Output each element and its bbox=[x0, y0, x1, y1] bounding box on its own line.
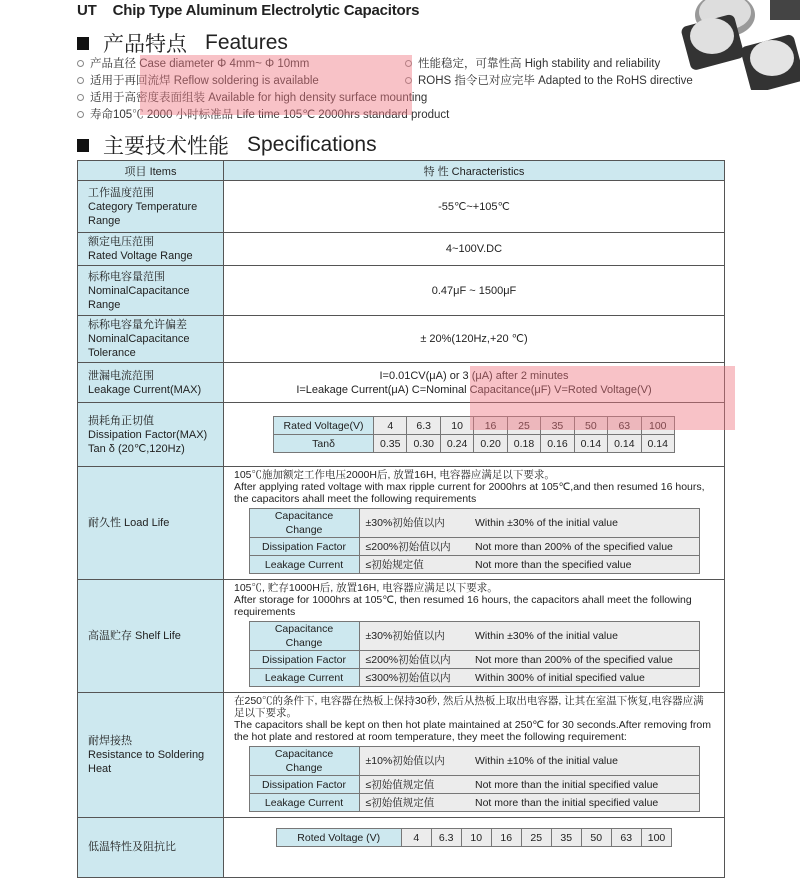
document-title: UT Chip Type Aluminum Electrolytic Capacitors bbox=[77, 2, 420, 19]
requirement-zh: ±10%初始值以内 bbox=[359, 747, 469, 776]
rated-voltage-label: Roted Voltage (V) bbox=[276, 829, 401, 847]
voltage-cell: 6.3 bbox=[407, 417, 440, 435]
tan-cell: 0.14 bbox=[574, 435, 607, 453]
requirement-en: Within ±30% of the initial value bbox=[469, 509, 699, 538]
requirement-zh: ≤初始值规定值 bbox=[359, 794, 469, 812]
requirement-label: Dissipation Factor bbox=[249, 651, 359, 669]
table-row bbox=[249, 538, 699, 556]
table-row bbox=[249, 669, 699, 687]
voltage-cell: 35 bbox=[541, 417, 574, 435]
voltage-cell: 6.3 bbox=[431, 829, 461, 847]
voltage-value: 4~100V.DC bbox=[224, 233, 725, 266]
low-temp-value bbox=[224, 818, 725, 878]
requirement-zh: ±30%初始值以内 bbox=[359, 622, 469, 651]
requirement-zh: ≤200%初始值以内 bbox=[359, 651, 469, 669]
voltage-cell: 100 bbox=[641, 417, 674, 435]
voltage-cell: 10 bbox=[461, 829, 491, 847]
soldering-table bbox=[249, 746, 700, 812]
requirement-en: Within ±30% of the initial value bbox=[469, 622, 699, 651]
requirement-label: Dissipation Factor bbox=[249, 776, 359, 794]
tan-cell: 0.18 bbox=[507, 435, 540, 453]
temp-value: -55℃~+105℃ bbox=[224, 181, 725, 233]
tolerance-value: ± 20%(120Hz,+20 ℃) bbox=[224, 316, 725, 363]
table-row bbox=[249, 747, 699, 776]
leakage-label: 泄漏电流范围 Leakage Current(MAX) bbox=[78, 363, 224, 403]
tolerance-label: 标称电容量允许偏差 NominalCapacitance Tolerance bbox=[78, 316, 224, 363]
tan-cell: 0.16 bbox=[541, 435, 574, 453]
voltage-cell: 4 bbox=[374, 417, 407, 435]
load-life-label: 耐久性 Load Life bbox=[78, 467, 224, 580]
requirement-zh: ≤200%初始值以内 bbox=[359, 538, 469, 556]
requirement-zh: ≤300%初始值以内 bbox=[359, 669, 469, 687]
voltage-cell: 25 bbox=[521, 829, 551, 847]
shelf-life-label: 高温贮存 Shelf Life bbox=[78, 580, 224, 693]
voltage-label: 额定电压范围 Rated Voltage Range bbox=[78, 233, 224, 266]
voltage-cell: 50 bbox=[581, 829, 611, 847]
temp-label: 工作温度范围 Category Temperature Range bbox=[78, 181, 224, 233]
shelf-life-table bbox=[249, 621, 700, 687]
requirement-label: Dissipation Factor bbox=[249, 538, 359, 556]
requirement-label: Capacitance Change bbox=[249, 747, 359, 776]
tan-cell: 0.20 bbox=[474, 435, 507, 453]
table-row bbox=[276, 829, 672, 847]
voltage-cell: 35 bbox=[551, 829, 581, 847]
soldering-value: 在250℃的条件下, 电容器在热板上保持30秒, 然后从热板上取出电容器, 让其在室温下恢复,电容器应满足以下要求。 The capacitors shall be kept on then hot plate maintained at 250℃ for 30 seconds.After removing from the hot plate and restored at room temperature, they meet the following requirement: Capacitance Change ±10%初始值以内 Within ±10% of the initial value Dissipation Factor ≤初始值规定值 Not more than the initial specified value Leakage Current ≤初始值规定值 Not more than the initial specified value bbox=[224, 693, 725, 818]
specifications-heading: 主要技术性能 Specifications bbox=[77, 130, 377, 160]
voltage-cell: 16 bbox=[491, 829, 521, 847]
table-row bbox=[274, 435, 675, 453]
table-row bbox=[249, 776, 699, 794]
watermark bbox=[470, 366, 735, 430]
requirement-en: Not more than the specified value bbox=[469, 556, 699, 574]
tan-cell: 0.24 bbox=[440, 435, 473, 453]
table-row bbox=[249, 509, 699, 538]
voltage-cell: 16 bbox=[474, 417, 507, 435]
characteristics-header: 特 性 Characteristics bbox=[224, 161, 725, 181]
requirement-en: Not more than the initial specified value bbox=[469, 776, 699, 794]
voltage-cell: 100 bbox=[641, 829, 672, 847]
feature-item: 寿命105℃ 2000 小时标准品 Life time 105℃ 2000hrs standard product bbox=[77, 106, 449, 122]
load-life-value: 105℃施加额定工作电压2000H后, 放置16H, 电容器应满足以下要求。 After applying rated voltage with max ripple current for 2000hrs at 105℃,and then resumed 16 hours, the capacitors ahall meet the following requirements Capacitance Change ±30%初始值以内 Within ±30% of the initial value Dissipation Factor ≤200%初始值以内 Not more than 200% of the specified value Leakage Current ≤初始规定值 Not more than the specified value bbox=[224, 467, 725, 580]
requirement-zh: ≤初始规定值 bbox=[359, 556, 469, 574]
table-row bbox=[249, 651, 699, 669]
leakage-value: I=0.01CV(μA) or 3 (μA) after 2 minutes I=Leakage Current(μA) C=Nominal Capacitance(μF) V=Roted Voltage(V) bbox=[224, 363, 725, 403]
feature-item: 产品直径 Case diameter Φ 4mm~ Φ 10mm bbox=[77, 55, 309, 71]
low-temp-table bbox=[276, 828, 673, 847]
requirement-label: Capacitance Change bbox=[249, 622, 359, 651]
voltage-cell: 50 bbox=[574, 417, 607, 435]
requirement-en: Within 300% of initial specified value bbox=[469, 669, 699, 687]
capacitance-value: 0.47μF ~ 1500μF bbox=[224, 266, 725, 316]
requirement-en: Within ±10% of the initial value bbox=[469, 747, 699, 776]
voltage-cell: 63 bbox=[608, 417, 641, 435]
feature-item: 性能稳定，可靠性高 High stability and reliability bbox=[405, 55, 660, 71]
rated-voltage-label: Rated Voltage(V) bbox=[274, 417, 374, 435]
requirement-zh: ≤初始值规定值 bbox=[359, 776, 469, 794]
requirement-en: Not more than the initial specified value bbox=[469, 794, 699, 812]
feature-item: 适用于高密度表面组装 Available for high density surface mounting bbox=[77, 89, 427, 105]
features-heading: 产品特点 Features bbox=[77, 28, 288, 58]
requirement-label: Leakage Current bbox=[249, 669, 359, 687]
voltage-cell: 10 bbox=[440, 417, 473, 435]
capacitance-label: 标称电容量范围 NominalCapacitance Range bbox=[78, 266, 224, 316]
feature-item: 适用于再回流焊 Reflow soldering is available bbox=[77, 72, 319, 88]
voltage-cell: 4 bbox=[401, 829, 431, 847]
table-row bbox=[249, 622, 699, 651]
tan-label: Tanδ bbox=[274, 435, 374, 453]
requirement-en: Not more than 200% of the specified value bbox=[469, 538, 699, 556]
shelf-life-value: 105℃, 贮存1000H后, 放置16H, 电容器应满足以下要求。 After storage for 1000hrs at 105℃, then resumed 16 hours, the capacitors ahall meet the following requirements Capacitance Change ±30%初始值以内 Within ±30% of the initial value Dissipation Factor ≤200%初始值以内 Not more than 200% of the specified value Leakage Current ≤300%初始值以内 Within 300% of initial specified value bbox=[224, 580, 725, 693]
requirement-label: Capacitance Change bbox=[249, 509, 359, 538]
feature-item: ROHS 指令已对应完毕 Adapted to the RoHS directive bbox=[405, 72, 693, 88]
tan-cell: 0.14 bbox=[641, 435, 674, 453]
requirement-en: Not more than 200% of the specified value bbox=[469, 651, 699, 669]
requirement-zh: ±30%初始值以内 bbox=[359, 509, 469, 538]
load-life-table bbox=[249, 508, 700, 574]
df-label: 损耗角正切值 Dissipation Factor(MAX) Tan δ (20℃,120Hz) bbox=[78, 403, 224, 467]
table-row bbox=[249, 556, 699, 574]
voltage-cell: 25 bbox=[507, 417, 540, 435]
soldering-label: 耐焊接热 Resistance to Soldering Heat bbox=[78, 693, 224, 818]
watermark bbox=[140, 55, 412, 115]
tan-cell: 0.14 bbox=[608, 435, 641, 453]
requirement-label: Leakage Current bbox=[249, 794, 359, 812]
items-header: 项目 Items bbox=[78, 161, 224, 181]
voltage-cell: 63 bbox=[611, 829, 641, 847]
requirement-label: Leakage Current bbox=[249, 556, 359, 574]
specifications-table bbox=[77, 160, 725, 878]
table-row bbox=[249, 794, 699, 812]
tan-cell: 0.30 bbox=[407, 435, 440, 453]
low-temp-label: 低温特性及阻抗比 bbox=[78, 818, 224, 878]
tan-cell: 0.35 bbox=[374, 435, 407, 453]
